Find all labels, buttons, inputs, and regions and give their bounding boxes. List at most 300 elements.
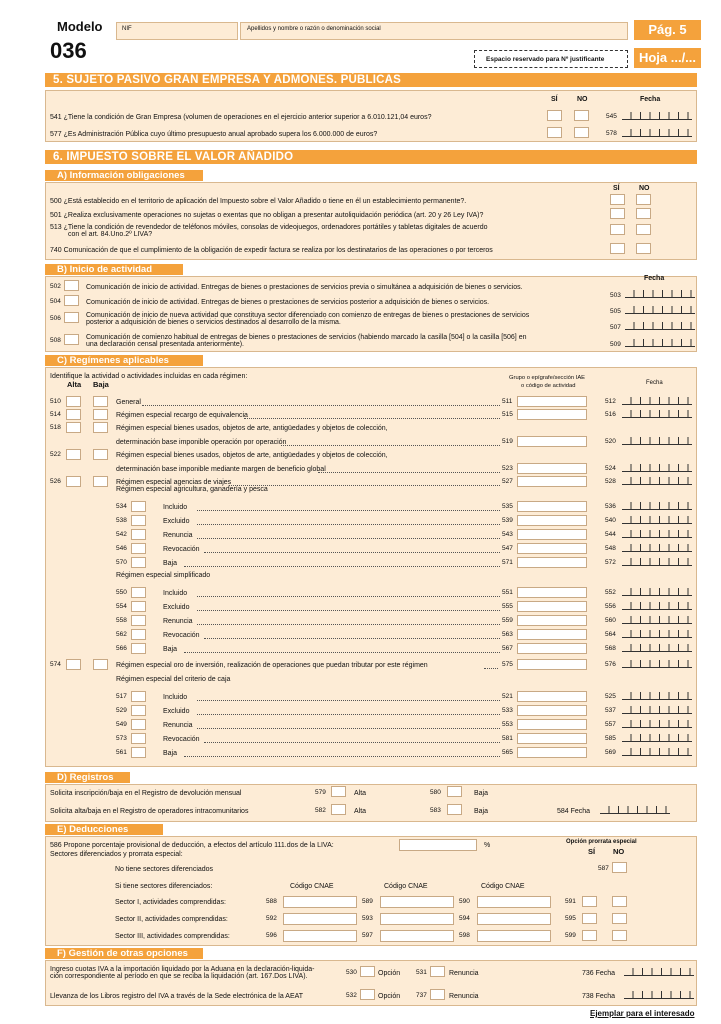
alta-label: Alta (354, 790, 367, 797)
grupo-input-519[interactable] (517, 436, 587, 447)
date-507[interactable] (625, 322, 695, 330)
modelo-label: Modelo (57, 19, 103, 34)
sub-box-542[interactable] (131, 529, 146, 540)
sectores-label: Sectores diferenciados y prorrata especial: (50, 851, 183, 858)
subsection-b-title: B) Inicio de actividad (45, 264, 183, 275)
sector-a-num-2: 596 (266, 932, 277, 939)
sub-box-517[interactable] (131, 691, 146, 702)
baja-header: Baja (93, 380, 109, 389)
prorrata-no-2[interactable] (612, 930, 627, 941)
fecha-num-511: 512 (605, 398, 616, 405)
a-no-header: NO (639, 185, 650, 192)
date-575[interactable] (622, 660, 692, 668)
date-584[interactable] (600, 806, 670, 814)
date-521[interactable] (622, 692, 692, 700)
cnae-header-1: Código CNAE (290, 883, 334, 890)
baja-box-514[interactable] (93, 409, 108, 420)
q740-no[interactable] (636, 243, 651, 254)
name-label: Apellidos y nombre o razón o denominación social (247, 26, 381, 32)
prorrata-si-2[interactable] (582, 930, 597, 941)
sub-num-542: 542 (116, 531, 127, 538)
dots-529 (197, 714, 500, 715)
sub-label-561: Baja (163, 750, 178, 757)
q577-label: 577 ¿Es Administración Pública cuyo último presupuesto anual aprobado supera los 6.000.000 de euros? (50, 131, 378, 138)
date-553[interactable] (622, 720, 692, 728)
cnae-input-3-2[interactable] (477, 930, 551, 942)
fecha-num-575: 576 (605, 661, 616, 668)
dots-526 (229, 485, 501, 486)
cnae-input-3-1[interactable] (477, 913, 551, 925)
main-num-522: 522 (50, 451, 61, 458)
c-fecha-header: Fecha (646, 380, 663, 386)
regime-label-526: Régimen especial agencias de viajes (116, 479, 232, 486)
sub-label-558: Renuncia (163, 618, 193, 625)
fecha-736-label: 736 Fecha (582, 970, 616, 977)
sub-box-558[interactable] (131, 615, 146, 626)
r506-label-2: posterior a adquisición de bienes o servicios destinados al desarrollo de la misma. (86, 319, 341, 326)
box-580-baja[interactable] (447, 786, 462, 797)
q500-si[interactable] (610, 194, 625, 205)
sub-label-573: Revocación (163, 736, 200, 743)
grupo-input-527[interactable] (517, 476, 587, 487)
fecha-num-567: 568 (605, 645, 616, 652)
llevanza-libros-label: Llevanza de los Libros registro del IVA a través de la Sede electrónica de la AEAT (50, 993, 304, 1000)
date-571[interactable] (622, 558, 692, 566)
sector-label-0: Sector I, actividades comprendidas: (115, 899, 226, 906)
cnae-input-2-1[interactable] (380, 913, 454, 925)
n532: 532 (346, 992, 357, 999)
fecha-num-535: 536 (605, 503, 616, 510)
alta-box-522[interactable] (66, 449, 81, 460)
q577-si[interactable] (547, 127, 562, 138)
dots-561 (184, 756, 500, 757)
grupo-input-523[interactable] (517, 463, 587, 474)
n580: 580 (430, 789, 441, 796)
cnae-input-3-0[interactable] (477, 896, 551, 908)
date-511[interactable] (622, 397, 692, 405)
sub-label-570: Baja (163, 560, 178, 567)
box-530[interactable] (360, 966, 375, 977)
d507-num: 507 (610, 324, 621, 331)
sub-num-566: 566 (116, 645, 127, 652)
sector-d-num-0: 591 (565, 898, 576, 905)
grupo-input-543[interactable] (517, 529, 587, 540)
prorrata-si-0[interactable] (582, 896, 597, 907)
cnae-input-1-1[interactable] (283, 913, 357, 925)
e-no-header: NO (613, 847, 625, 856)
sub-box-561[interactable] (131, 747, 146, 758)
oro-num: 574 (50, 661, 61, 668)
date-563[interactable] (622, 630, 692, 638)
sub-box-562[interactable] (131, 629, 146, 640)
fecha-num-527: 528 (605, 478, 616, 485)
opcion-label: Opción (378, 970, 401, 977)
cnae-header-3: Código CNAE (481, 883, 525, 890)
date-565[interactable] (622, 748, 692, 756)
date-736[interactable] (624, 968, 694, 976)
sub-num-549: 549 (116, 721, 127, 728)
grupo-num-539: 539 (502, 517, 513, 524)
date-578[interactable] (622, 129, 692, 137)
baja-label-2: Baja (474, 808, 489, 815)
date-505[interactable] (625, 306, 695, 314)
date-555[interactable] (622, 602, 692, 610)
grupo-num-551: 551 (502, 589, 513, 596)
main-num-514: 514 (50, 411, 61, 418)
r508-num: 508 (50, 337, 61, 344)
sub-num-558: 558 (116, 617, 127, 624)
date-567[interactable] (622, 644, 692, 652)
grupo-num-567: 567 (502, 645, 513, 652)
grupo-input-563[interactable] (517, 629, 587, 640)
cnae-input-1-2[interactable] (283, 930, 357, 942)
agr-title: Régimen especial agricultura, ganadería y pesca (116, 486, 268, 493)
q501-label: 501 ¿Realiza exclusivamente operaciones no sujetas o exentas que no obligan a presentar autoliquidación periódica (art. 20 y 26 Ley IVA)? (50, 212, 484, 219)
subsection-f-title: F) Gestión de otras opciones (45, 948, 203, 959)
date-515[interactable] (622, 410, 692, 418)
box-587[interactable] (612, 862, 627, 873)
fecha-num-539: 540 (605, 517, 616, 524)
r508-box[interactable] (64, 334, 79, 345)
fecha-header: Fecha (640, 96, 661, 103)
sub-box-529[interactable] (131, 705, 146, 716)
fecha-num-533: 537 (605, 707, 616, 714)
box-532[interactable] (360, 989, 375, 1000)
alta-box-514[interactable] (66, 409, 81, 420)
sub-box-534[interactable] (131, 501, 146, 512)
date-509[interactable] (625, 339, 695, 347)
c578-label: 578 (606, 130, 617, 137)
fecha-num-559: 560 (605, 617, 616, 624)
date-539[interactable] (622, 516, 692, 524)
fecha-num-555: 556 (605, 603, 616, 610)
oro-baja-box[interactable] (93, 659, 108, 670)
dots-510 (142, 405, 500, 406)
date-527[interactable] (622, 477, 692, 485)
sub-num-517: 517 (116, 693, 127, 700)
date-551[interactable] (622, 588, 692, 596)
sub-num-562: 562 (116, 631, 127, 638)
q513-si[interactable] (610, 224, 625, 235)
si-sectores-label: Si tiene sectores diferenciados: (115, 883, 213, 890)
sub-label-542: Renuncia (163, 532, 193, 539)
sub-num-573: 573 (116, 735, 127, 742)
regime-label2-518: determinación base imponible operación por operación (116, 439, 287, 446)
dots-518 (281, 445, 500, 446)
r502-num: 502 (50, 283, 61, 290)
a-si-header: SÍ (613, 185, 620, 192)
fecha-num-543: 544 (605, 531, 616, 538)
d509-num: 509 (610, 341, 621, 348)
date-519[interactable] (622, 437, 692, 445)
grupo-num-559: 559 (502, 617, 513, 624)
r506-num: 506 (50, 315, 61, 322)
b-fecha-header: Fecha (644, 275, 665, 282)
sector-c-num-0: 590 (459, 898, 470, 905)
sub-label-550: Incluido (163, 590, 188, 597)
fecha-num-563: 564 (605, 631, 616, 638)
sub-num-534: 534 (116, 503, 127, 510)
q501-si[interactable] (610, 208, 625, 219)
sub-box-546[interactable] (131, 543, 146, 554)
dots-534 (197, 510, 500, 511)
fecha-584-label: 584 Fecha (557, 808, 591, 815)
dots-517 (197, 700, 500, 701)
r502-label: Comunicación de inicio de actividad. Entregas de bienes o prestaciones de servicios previa o simultánea a adquisición de bienes o servicios. (86, 284, 523, 291)
sector-d-num-2: 599 (565, 932, 576, 939)
baja-label: Baja (474, 790, 489, 797)
dots-546 (204, 552, 500, 553)
grupo-num-523: 523 (502, 465, 513, 472)
sim-title: Régimen especial simplificado (116, 572, 211, 579)
grupo-input-575[interactable] (517, 659, 587, 670)
baja-box-522[interactable] (93, 449, 108, 460)
baja-box-518[interactable] (93, 422, 108, 433)
grupo-num-553: 553 (502, 721, 513, 728)
page-number: Pág. 5 (634, 20, 701, 40)
no-header: NO (577, 96, 588, 103)
subsection-d-title: D) Registros (45, 772, 130, 783)
prorrata-label: 586 Propone porcentaje provisional de deducción, a efectos del artículo 111.dos de la LIVA: (50, 842, 334, 849)
fecha-738-label: 738 Fecha (582, 993, 616, 1000)
ingreso-cuotas-label-2: ción correspondiente al período en que se reciba la liquidación (art. 167.Dos LIVA). (50, 973, 308, 980)
nif-label: NIF (122, 26, 132, 32)
sub-num-570: 570 (116, 559, 127, 566)
fecha-num-519: 520 (605, 438, 616, 445)
grupo-input-547[interactable] (517, 543, 587, 554)
grupo-header: Grupo o epígrafe/sección IAE (509, 375, 586, 381)
grupo-num-515: 515 (502, 411, 513, 418)
grupo-input-559[interactable] (517, 615, 587, 626)
dots-573 (204, 742, 500, 743)
prorrata-percent-input[interactable] (399, 839, 477, 851)
cnae-input-1-0[interactable] (283, 896, 357, 908)
dots-538 (197, 524, 500, 525)
percent-sign: % (484, 842, 491, 849)
date-738[interactable] (624, 991, 694, 999)
alta-box-510[interactable] (66, 396, 81, 407)
r506-label: Comunicación de inicio de nueva actividad que constituya sector diferenciado con comienzo de entregas de bienes o prestaciones de servicios (86, 312, 530, 319)
c545-label: 545 (606, 113, 617, 120)
sub-num-538: 538 (116, 517, 127, 524)
r508-label-2: una declaración censal presentada anteriormente). (86, 341, 244, 348)
box-737[interactable] (430, 989, 445, 1000)
r504-num: 504 (50, 298, 61, 305)
modelo-number: 036 (50, 38, 87, 63)
grupo-input-521[interactable] (517, 691, 587, 702)
sector-label-2: Sector III, actividades comprendidas: (115, 933, 230, 940)
grupo-num-535: 535 (502, 503, 513, 510)
sub-box-573[interactable] (131, 733, 146, 744)
registro-intracom-label: Solicita alta/baja en el Registro de operadores intracomunitarios (50, 808, 249, 815)
sector-d-num-1: 595 (565, 915, 576, 922)
regime-label2-522: determinación base imponible mediante margen de beneficio global (116, 466, 326, 473)
grupo-input-511[interactable] (517, 396, 587, 407)
sub-box-550[interactable] (131, 587, 146, 598)
sub-box-554[interactable] (131, 601, 146, 612)
main-num-518: 518 (50, 424, 61, 431)
cnae-input-2-2[interactable] (380, 930, 454, 942)
subsection-c-title: C) Regímenes aplicables (45, 355, 203, 366)
date-523[interactable] (622, 464, 692, 472)
dots-570 (184, 566, 500, 567)
sub-num-561: 561 (116, 749, 127, 756)
n531: 531 (416, 969, 427, 976)
date-535[interactable] (622, 502, 692, 510)
sub-box-538[interactable] (131, 515, 146, 526)
main-num-510: 510 (50, 398, 61, 405)
dots-522 (318, 472, 500, 473)
renuncia-label: Renuncia (449, 970, 479, 977)
grupo-input-571[interactable] (517, 557, 587, 568)
grupo-input-539[interactable] (517, 515, 587, 526)
box-579-alta[interactable] (331, 786, 346, 797)
date-559[interactable] (622, 616, 692, 624)
dots-514 (244, 418, 500, 419)
grupo-num-575: 575 (502, 661, 513, 668)
fecha-num-515: 516 (605, 411, 616, 418)
grupo-input-565[interactable] (517, 747, 587, 758)
n530: 530 (346, 969, 357, 976)
n587: 587 (598, 865, 609, 872)
dots-558 (197, 624, 500, 625)
box-583-baja[interactable] (447, 804, 462, 815)
q513-label: 513 ¿Tiene la condición de revendedor de teléfonos móviles, consolas de videojuegos, ordenadores portátiles y tabletas digitales de acuerdo (50, 224, 488, 231)
grupo-input-555[interactable] (517, 601, 587, 612)
grupo-header-2: o código de actividad (521, 383, 576, 389)
regime-label-522: Régimen especial bienes usados, objetos de arte, antigüedades y objetos de colección, (116, 452, 388, 459)
grupo-num-547: 547 (502, 545, 513, 552)
grupo-num-565: 565 (502, 749, 513, 756)
dots-566 (184, 652, 500, 653)
alta-header: Alta (67, 380, 82, 389)
r502-box[interactable] (64, 280, 79, 291)
r506-box[interactable] (64, 312, 79, 323)
grupo-num-511: 511 (502, 398, 513, 405)
d505-num: 505 (610, 308, 621, 315)
date-503[interactable] (625, 290, 695, 298)
r508-label: Comunicación de comienzo habitual de entregas de bienes o prestaciones de servicios (habiendo marcado la casilla [504] o la casilla [506] en (86, 334, 527, 341)
dots-oro (484, 668, 498, 669)
fecha-num-521: 525 (605, 693, 616, 700)
q740-label: 740 Comunicación de que el cumplimiento de la obligación de expedir factura se realiza por los destinatarios de las operaciones o por terceros (50, 247, 493, 254)
baja-box-526[interactable] (93, 476, 108, 487)
alta-box-518[interactable] (66, 422, 81, 433)
cnae-input-2-0[interactable] (380, 896, 454, 908)
sub-num-546: 546 (116, 545, 127, 552)
sub-num-529: 529 (116, 707, 127, 714)
fecha-num-551: 552 (605, 589, 616, 596)
registro-devolucion-label: Solicita inscripción/baja en el Registro de devolución mensual (50, 790, 242, 797)
date-533[interactable] (622, 706, 692, 714)
sub-label-517: Incluido (163, 694, 188, 701)
sub-label-546: Revocación (163, 546, 200, 553)
n579: 579 (315, 789, 326, 796)
grupo-input-567[interactable] (517, 643, 587, 654)
d503-num: 503 (610, 292, 621, 299)
cnae-header-2: Código CNAE (384, 883, 428, 890)
regime-label-510: General (116, 399, 141, 406)
sector-c-num-1: 594 (459, 915, 470, 922)
regime-label-518: Régimen especial bienes usados, objetos de arte, antigüedades y objetos de colección, (116, 425, 388, 432)
q501-no[interactable] (636, 208, 651, 219)
sub-label-554: Excluido (163, 604, 190, 611)
dots-550 (197, 596, 500, 597)
subsection-e-title: E) Deducciones (45, 824, 163, 835)
reserved-label: Espacio reservado para Nº justificante (486, 56, 605, 63)
subsection-a-title: A) Información obligaciones (45, 170, 203, 181)
main-num-526: 526 (50, 478, 61, 485)
q541-label: 541 ¿Tiene la condición de Gran Empresa (volumen de operaciones en el ejercicio anterior superior a 6.010.121,04 euros? (50, 114, 432, 121)
ingreso-cuotas-label: Ingreso cuotas IVA a la importación liquidado por la Aduana en la declaración-liquida- (50, 966, 315, 973)
box-531[interactable] (430, 966, 445, 977)
n737: 737 (416, 992, 427, 999)
alta-box-526[interactable] (66, 476, 81, 487)
sector-label-1: Sector II, actividades comprendidas: (115, 916, 228, 923)
opcion-prorrata-header: Opción prorrata especial (566, 839, 637, 845)
grupo-num-563: 563 (502, 631, 513, 638)
q541-no[interactable] (574, 110, 589, 121)
grupo-num-527: 527 (502, 478, 513, 485)
box-582-alta[interactable] (331, 804, 346, 815)
grupo-input-533[interactable] (517, 705, 587, 716)
q500-label: 500 ¿Está establecido en el territorio de aplicación del Impuesto sobre el Valor Añadido o tiene en él un establecimiento permanente?. (50, 198, 467, 205)
grupo-input-515[interactable] (517, 409, 587, 420)
date-543[interactable] (622, 530, 692, 538)
sector-b-num-0: 589 (362, 898, 373, 905)
date-547[interactable] (622, 544, 692, 552)
sub-box-566[interactable] (131, 643, 146, 654)
prorrata-no-0[interactable] (612, 896, 627, 907)
q500-no[interactable] (636, 194, 651, 205)
sector-a-num-1: 592 (266, 915, 277, 922)
grupo-num-581: 581 (502, 735, 513, 742)
sub-box-570[interactable] (131, 557, 146, 568)
grupo-input-535[interactable] (517, 501, 587, 512)
sub-num-554: 554 (116, 603, 127, 610)
fecha-num-547: 548 (605, 545, 616, 552)
regime-label-514: Régimen especial recargo de equivalencia (116, 412, 248, 419)
q541-si[interactable] (547, 110, 562, 121)
nif-field[interactable] (116, 22, 238, 40)
n582: 582 (315, 807, 326, 814)
grupo-input-551[interactable] (517, 587, 587, 598)
sub-label-538: Excluido (163, 518, 190, 525)
e-si-header: SÍ (588, 847, 596, 856)
grupo-input-581[interactable] (517, 733, 587, 744)
fecha-num-581: 585 (605, 735, 616, 742)
sub-label-566: Baja (163, 646, 178, 653)
q513-no[interactable] (636, 224, 651, 235)
sub-label-529: Excluido (163, 708, 190, 715)
fecha-num-553: 557 (605, 721, 616, 728)
date-581[interactable] (622, 734, 692, 742)
grupo-num-521: 521 (502, 693, 513, 700)
renuncia-label-2: Renuncia (449, 993, 479, 1000)
sub-box-549[interactable] (131, 719, 146, 730)
r504-box[interactable] (64, 295, 79, 306)
baja-box-510[interactable] (93, 396, 108, 407)
q577-no[interactable] (574, 127, 589, 138)
oro-alta-box[interactable] (66, 659, 81, 670)
prorrata-no-1[interactable] (612, 913, 627, 924)
prorrata-si-1[interactable] (582, 913, 597, 924)
no-sectores-label: No tiene sectores diferenciados (115, 866, 214, 873)
grupo-input-553[interactable] (517, 719, 587, 730)
q740-si[interactable] (610, 243, 625, 254)
date-545[interactable] (622, 112, 692, 120)
dots-549 (197, 728, 500, 729)
